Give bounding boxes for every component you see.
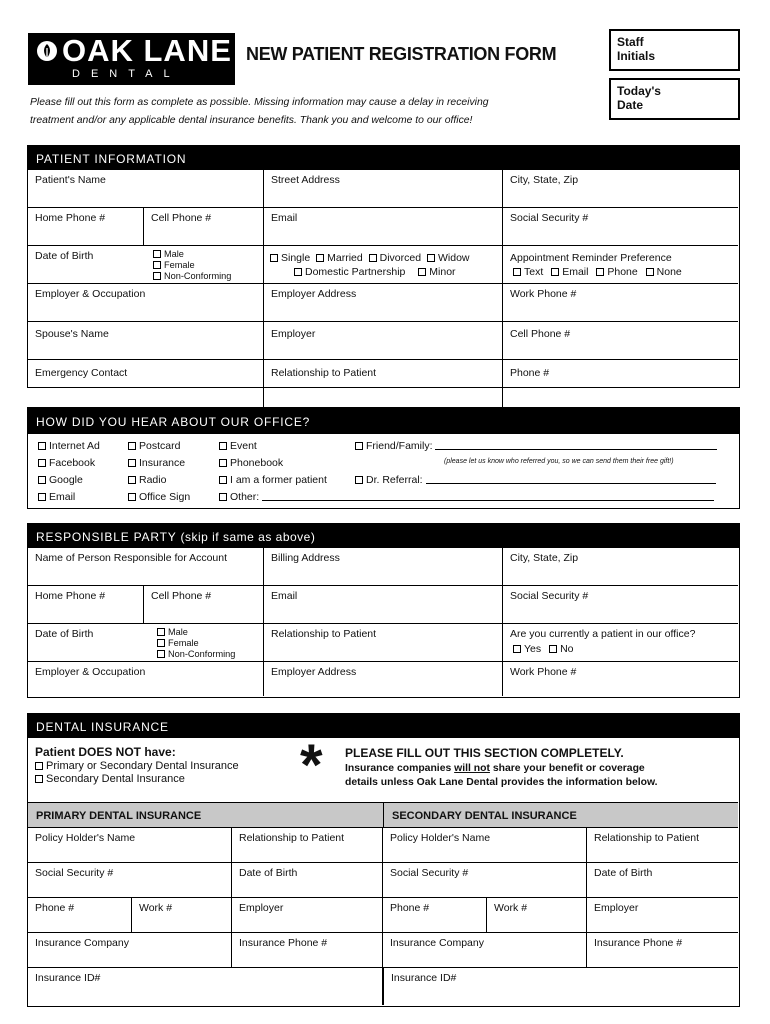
- checkbox-icon: [157, 639, 165, 647]
- city-state-zip-field[interactable]: [503, 170, 738, 208]
- notice-line-2: details unless Oak Lane Dental provides the information below.: [345, 777, 658, 788]
- option-label: Divorced: [379, 252, 422, 264]
- responsible-name-field[interactable]: [28, 548, 264, 586]
- marital-minor-option[interactable]: [418, 266, 455, 278]
- primary-ssn-field[interactable]: [28, 863, 232, 898]
- checkbox-icon: [38, 442, 46, 450]
- option-label: Male: [164, 249, 184, 259]
- sex-nonconforming-option[interactable]: [157, 649, 263, 660]
- responsible-home-phone-field[interactable]: [28, 586, 144, 624]
- secondary-dob-field[interactable]: [587, 863, 738, 898]
- no-primary-secondary-option[interactable]: [35, 760, 239, 773]
- employer-address-field[interactable]: [264, 284, 503, 322]
- field-label: Home Phone #: [35, 590, 106, 602]
- notice-text: share your benefit or coverage: [489, 763, 645, 774]
- secondary-insurance-heading: SECONDARY DENTAL INSURANCE: [383, 802, 738, 828]
- field-label: Date of Birth: [594, 867, 653, 879]
- current-patient-no[interactable]: [549, 643, 573, 655]
- todays-label: Today's: [617, 84, 661, 98]
- checkbox-icon: [128, 476, 136, 484]
- field-label: Work #: [494, 902, 528, 914]
- checkbox-icon: [294, 268, 302, 276]
- checkbox-icon: [549, 645, 557, 653]
- option-label: Dr. Referral:: [366, 474, 423, 486]
- primary-employer-field[interactable]: [232, 898, 383, 933]
- option-label: Insurance: [139, 457, 186, 469]
- checkbox-icon: [35, 762, 43, 770]
- dr-referral-line[interactable]: [426, 474, 716, 484]
- marital-status-options: [264, 246, 503, 284]
- option-label: Phone: [607, 266, 638, 278]
- responsible-sex-options: [144, 624, 264, 662]
- staff-label: Staff: [617, 35, 644, 49]
- notice-line-1: [345, 762, 658, 776]
- checkbox-icon: [316, 254, 324, 262]
- spouse-name-field[interactable]: [28, 322, 264, 360]
- notice-title: PLEASE FILL OUT THIS SECTION COMPLETELY.: [345, 746, 624, 760]
- responsible-dob-field[interactable]: [28, 624, 144, 662]
- field-label: Employer Address: [271, 288, 357, 300]
- option-label: Phonebook: [230, 457, 284, 469]
- source-facebook[interactable]: [38, 457, 95, 470]
- checkbox-icon: [427, 254, 435, 262]
- field-label: Street Address: [271, 174, 340, 186]
- source-email[interactable]: [38, 491, 75, 504]
- email-field[interactable]: [264, 208, 503, 246]
- field-label: Cell Phone #: [510, 328, 571, 340]
- field-label: Name of Person Responsible for Account: [35, 552, 228, 564]
- option-label: Email: [562, 266, 589, 278]
- field-label: Insurance ID#: [35, 972, 101, 984]
- secondary-policy-holder-field[interactable]: [383, 828, 587, 863]
- field-label: Billing Address: [271, 552, 340, 564]
- field-label: Employer Address: [271, 666, 357, 678]
- primary-insurance-phone-field[interactable]: [232, 933, 383, 968]
- checkbox-icon: [38, 493, 46, 501]
- field-label: Cell Phone #: [151, 212, 212, 224]
- primary-phone-field[interactable]: [28, 898, 132, 933]
- field-label: Social Security #: [510, 590, 589, 602]
- source-office-sign[interactable]: [128, 491, 190, 504]
- checkbox-icon: [38, 459, 46, 467]
- option-label: Primary or Secondary Dental Insurance: [46, 760, 239, 772]
- marital-domestic-partnership-option[interactable]: [294, 266, 405, 278]
- option-label: Other:: [230, 491, 260, 503]
- source-former-patient[interactable]: [219, 474, 327, 487]
- checkbox-icon: [153, 261, 161, 269]
- option-label: Office Sign: [139, 491, 191, 503]
- heading-note: (skip if same as above): [180, 530, 316, 544]
- option-label: Non-Conforming: [168, 649, 236, 659]
- checkbox-icon: [38, 476, 46, 484]
- option-label: Widow: [438, 252, 470, 264]
- billing-address-field[interactable]: [264, 548, 503, 586]
- sex-female-option[interactable]: [153, 260, 263, 271]
- does-not-have-label: Patient DOES NOT have:: [35, 745, 176, 759]
- source-friend-family[interactable]: [355, 440, 717, 453]
- primary-dob-field[interactable]: [232, 863, 383, 898]
- field-label: Home Phone #: [35, 212, 106, 224]
- option-label: Female: [168, 638, 199, 648]
- dob-field[interactable]: [28, 246, 144, 284]
- no-secondary-option[interactable]: [35, 773, 239, 786]
- source-event[interactable]: [219, 440, 257, 453]
- patient-information-section: [27, 145, 740, 388]
- responsible-email-field[interactable]: [264, 586, 503, 624]
- field-label: Work #: [139, 902, 173, 914]
- checkbox-icon: [128, 442, 136, 450]
- checkbox-icon: [128, 493, 136, 501]
- section-heading: HOW DID YOU HEAR ABOUT OUR OFFICE?: [28, 408, 739, 434]
- option-label: No: [560, 643, 574, 655]
- insurance-notice: [345, 746, 658, 790]
- checkbox-icon: [157, 628, 165, 636]
- sex-options: [144, 246, 264, 284]
- field-label: Policy Holder's Name: [390, 832, 491, 844]
- staff-initials-box[interactable]: [609, 29, 740, 71]
- option-label: Postcard: [139, 440, 181, 452]
- secondary-insurance-company-field[interactable]: [383, 933, 587, 968]
- checkbox-icon: [157, 650, 165, 658]
- field-label: Insurance Company: [390, 937, 484, 949]
- field-label: Social Security #: [390, 867, 469, 879]
- option-label: Yes: [524, 643, 542, 655]
- logo-wordmark: OAK LANE: [62, 33, 232, 68]
- primary-insurance-heading: PRIMARY DENTAL INSURANCE: [28, 802, 383, 828]
- option-label: Facebook: [49, 457, 96, 469]
- ssn-field[interactable]: [503, 208, 738, 246]
- option-label: Internet Ad: [49, 440, 100, 452]
- oak-lane-dental-logo: [28, 33, 235, 85]
- field-label: Emergency Contact: [35, 367, 128, 379]
- emergency-contact-field[interactable]: [28, 360, 264, 410]
- option-label: I am a former patient: [230, 474, 327, 486]
- source-postcard[interactable]: [128, 440, 180, 453]
- option-label: Domestic Partnership: [305, 266, 406, 278]
- primary-relationship-field[interactable]: [232, 828, 383, 863]
- marital-widow-option[interactable]: [427, 252, 470, 264]
- sex-nonconforming-option[interactable]: [153, 271, 263, 282]
- secondary-work-field[interactable]: [487, 898, 587, 933]
- field-label: Phone #: [390, 902, 430, 914]
- initials-label: Initials: [617, 49, 656, 63]
- reminder-label: Appointment Reminder Preference: [510, 252, 672, 264]
- work-phone-field[interactable]: [503, 284, 738, 322]
- option-label: Female: [164, 260, 195, 270]
- responsible-employer-occupation-field[interactable]: [28, 662, 264, 696]
- emergency-phone-field[interactable]: [503, 360, 738, 410]
- checkbox-icon: [513, 268, 521, 276]
- option-label: Google: [49, 474, 83, 486]
- checkbox-icon: [219, 442, 227, 450]
- intro-text: [30, 94, 570, 130]
- source-dr-referral[interactable]: [355, 474, 716, 487]
- reminder-none-option[interactable]: [646, 266, 682, 278]
- notice-text: Insurance companies: [345, 763, 455, 774]
- option-label: Event: [230, 440, 257, 452]
- field-label: Phone #: [35, 902, 75, 914]
- checkbox-icon: [219, 459, 227, 467]
- field-label: Patient's Name: [35, 174, 106, 186]
- checkbox-icon: [646, 268, 654, 276]
- checkbox-icon: [418, 268, 426, 276]
- field-label: Relationship to Patient: [239, 832, 345, 844]
- checkbox-icon: [355, 442, 363, 450]
- notice-emphasis: will not: [454, 763, 490, 774]
- option-label: Radio: [139, 474, 167, 486]
- field-label: Date of Birth: [35, 628, 94, 640]
- current-patient-question: [503, 624, 738, 662]
- checkbox-icon: [551, 268, 559, 276]
- employer-occupation-field[interactable]: [28, 284, 264, 322]
- field-label: Employer: [239, 902, 284, 914]
- source-radio[interactable]: [128, 474, 166, 487]
- responsible-relationship-field[interactable]: [264, 624, 503, 662]
- checkbox-icon: [513, 645, 521, 653]
- secondary-employer-field[interactable]: [587, 898, 738, 933]
- patient-name-field[interactable]: [28, 170, 264, 208]
- responsible-ssn-field[interactable]: [503, 586, 738, 624]
- field-label: Social Security #: [510, 212, 589, 224]
- source-insurance[interactable]: [128, 457, 185, 470]
- sex-male-option[interactable]: [153, 249, 263, 260]
- option-label: Single: [281, 252, 311, 264]
- street-address-field[interactable]: [264, 170, 503, 208]
- field-label: Phone #: [510, 367, 550, 379]
- source-google[interactable]: [38, 474, 83, 487]
- current-patient-yes[interactable]: [513, 643, 541, 655]
- appointment-reminder-options: [503, 246, 738, 284]
- source-internet-ad[interactable]: [38, 440, 100, 453]
- no-insurance-block: [35, 746, 239, 786]
- field-label: Insurance Phone #: [239, 937, 328, 949]
- sex-male-option[interactable]: [157, 627, 263, 638]
- friend-note: (please let us know who referred you, so we can send them their free gift!): [444, 458, 674, 465]
- marital-divorced-option[interactable]: [369, 252, 421, 264]
- field-label: Date of Birth: [239, 867, 298, 879]
- section-heading: [28, 524, 739, 548]
- primary-insurance-company-field[interactable]: [28, 933, 232, 968]
- other-line[interactable]: [262, 491, 714, 501]
- reminder-text-option[interactable]: [513, 266, 543, 278]
- checkbox-icon: [596, 268, 604, 276]
- field-label: Insurance Company: [35, 937, 129, 949]
- reminder-email-option[interactable]: [551, 266, 588, 278]
- responsible-cell-phone-field[interactable]: [144, 586, 264, 624]
- spouse-cell-phone-field[interactable]: [503, 322, 738, 360]
- current-patient-label: Are you currently a patient in our office?: [510, 628, 696, 640]
- secondary-insurance-phone-field[interactable]: [587, 933, 738, 968]
- secondary-phone-field[interactable]: [383, 898, 487, 933]
- secondary-relationship-field[interactable]: [587, 828, 738, 863]
- field-label: Work Phone #: [510, 288, 577, 300]
- referral-source-section: [27, 407, 740, 509]
- emergency-relationship-field[interactable]: [264, 360, 503, 410]
- primary-insurance-id-field[interactable]: [28, 968, 383, 1005]
- option-label: Text: [524, 266, 544, 278]
- field-label: Spouse's Name: [35, 328, 109, 340]
- intro-line-2: treatment and/or any applicable dental insurance benefits. Thank you and welcome to our office!: [30, 115, 473, 126]
- responsible-work-phone-field[interactable]: [503, 662, 738, 696]
- form-title: NEW PATIENT REGISTRATION FORM: [246, 44, 557, 64]
- checkbox-icon: [128, 459, 136, 467]
- option-label: Minor: [429, 266, 456, 278]
- option-label: Secondary Dental Insurance: [46, 773, 185, 785]
- responsible-employer-address-field[interactable]: [264, 662, 503, 696]
- logo-subtitle: DENTAL: [72, 68, 181, 80]
- marital-single-option[interactable]: [270, 252, 310, 264]
- checkbox-icon: [153, 250, 161, 258]
- field-label: Employer & Occupation: [35, 666, 146, 678]
- source-other[interactable]: [219, 491, 714, 504]
- oak-leaf-icon: [36, 39, 58, 63]
- responsible-city-field[interactable]: [503, 548, 738, 586]
- checkbox-icon: [219, 493, 227, 501]
- field-label: Email: [271, 590, 298, 602]
- primary-work-field[interactable]: [132, 898, 232, 933]
- reminder-phone-option[interactable]: [596, 266, 637, 278]
- field-label: Email: [271, 212, 298, 224]
- option-label: Non-Conforming: [164, 271, 232, 281]
- secondary-insurance-id-field[interactable]: [383, 968, 738, 1005]
- asterisk-icon: *: [300, 733, 323, 798]
- field-label: Employer: [271, 328, 316, 340]
- dental-insurance-section: [27, 713, 740, 1007]
- intro-line-1: Please fill out this form as complete as possible. Missing information may cause a delay in receiving: [30, 97, 489, 108]
- field-label: Employer & Occupation: [35, 288, 146, 300]
- field-label: Date of Birth: [35, 250, 94, 262]
- field-label: Relationship to Patient: [271, 367, 377, 379]
- sex-female-option[interactable]: [157, 638, 263, 649]
- option-label: Friend/Family:: [366, 440, 433, 452]
- field-label: Relationship to Patient: [594, 832, 700, 844]
- section-heading: DENTAL INSURANCE: [28, 714, 739, 738]
- todays-date-box[interactable]: [609, 78, 740, 120]
- date-label: Date: [617, 98, 644, 112]
- secondary-ssn-field[interactable]: [383, 863, 587, 898]
- friend-name-line[interactable]: [435, 440, 717, 450]
- field-label: Cell Phone #: [151, 590, 212, 602]
- field-label: Work Phone #: [510, 666, 577, 678]
- marital-married-option[interactable]: [316, 252, 363, 264]
- primary-policy-holder-field[interactable]: [28, 828, 232, 863]
- home-phone-field[interactable]: [28, 208, 144, 246]
- checkbox-icon: [369, 254, 377, 262]
- field-label: Social Security #: [35, 867, 114, 879]
- checkbox-icon: [355, 476, 363, 484]
- checkbox-icon: [153, 272, 161, 280]
- field-label: Policy Holder's Name: [35, 832, 136, 844]
- checkbox-icon: [219, 476, 227, 484]
- field-label: City, State, Zip: [510, 552, 579, 564]
- option-label: Married: [327, 252, 363, 264]
- checkbox-icon: [35, 775, 43, 783]
- field-label: City, State, Zip: [510, 174, 579, 186]
- field-label: Employer: [594, 902, 639, 914]
- field-label: Insurance Phone #: [594, 937, 683, 949]
- option-label: Email: [49, 491, 76, 503]
- responsible-party-section: [27, 523, 740, 698]
- section-heading: PATIENT INFORMATION: [28, 146, 739, 170]
- heading-text: RESPONSIBLE PARTY: [36, 530, 177, 544]
- option-label: None: [656, 266, 682, 278]
- source-phonebook[interactable]: [219, 457, 283, 470]
- field-label: Relationship to Patient: [271, 628, 377, 640]
- cell-phone-field[interactable]: [144, 208, 264, 246]
- field-label: Insurance ID#: [391, 972, 457, 984]
- checkbox-icon: [270, 254, 278, 262]
- spouse-employer-field[interactable]: [264, 322, 503, 360]
- option-label: Male: [168, 627, 188, 637]
